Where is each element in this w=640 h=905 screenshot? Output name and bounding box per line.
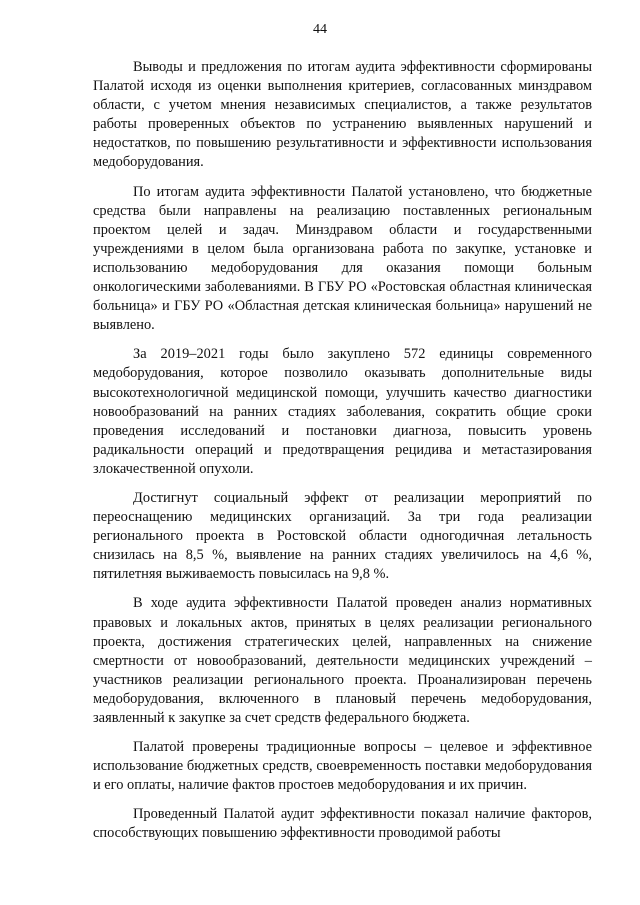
page-number: 44 [313, 22, 327, 37]
paragraph-7: Проведенный Палатой аудит эффективности показал наличие факторов, способствующих повышению эффективности проводимой работы [93, 806, 592, 842]
paragraph-5: В ходе аудита эффективности Палатой проведен анализ нормативных правовых и локальных актов, принятых в целях реализации регионального проекта, достижения стратегических целей, направленных на снижение смертности от новообразований, деятельности медицинских учреждений – участников реализации регионального проекта. Проанализирован перечень медоборудования, включенного в плановый перечень медоборудования, заявленный к закупке за счет средств федерального бюджета. [93, 595, 592, 726]
paragraph-1: Выводы и предложения по итогам аудита эффективности сформированы Палатой исходя из оценки выполнения критериев, согласованных минздравом области, с учетом мнения независимых специалистов, а также результатов работы проверенных объектов по устранению выявленных нарушений и недостатков, по повышению результативности и эффективности использования медоборудования. [93, 59, 592, 171]
paragraph-6: Палатой проверены традиционные вопросы – целевое и эффективное использование бюджетных средств, своевременность поставки медоборудования и его оплаты, наличие фактов простоев медоборудования и их причин. [93, 739, 592, 794]
body-text [93, 58, 592, 854]
paragraph-3: За 2019–2021 годы было закуплено 572 единицы современного медоборудования, которое позволило оказывать дополнительные виды высокотехнологичной медицинской помощи, улучшить качество диагностики новообразований на ранних стадиях заболевания, сократить общие сроки проведения исследований и постановки диагноза, повысить уровень радикальности операций и предотвращения рецидива и метастазирования злокачественной опухоли. [93, 346, 592, 477]
paragraph-4: Достигнут социальный эффект от реализации мероприятий по переоснащению медицинских организаций. За три года реализации регионального проекта в Ростовской области одногодичная летальность снизилась на 8,5 %, выявление на ранних стадиях увеличилось на 4,6 %, пятилетняя выживаемость повысилась на 9,8 %. [93, 489, 592, 583]
paragraph-2: По итогам аудита эффективности Палатой установлено, что бюджетные средства были направлены на реализацию поставленных региональным проектом целей и задач. Минздравом области и государственными учреждениями в целом была организована работа по закупке, установке и использованию медоборудования для оказания помощи больным онкологическими заболеваниями. В ГБУ РО «Ростовская областная клиническая больница» и ГБУ РО «Областная детская клиническая больница» нарушений не выявлено. [93, 183, 592, 334]
